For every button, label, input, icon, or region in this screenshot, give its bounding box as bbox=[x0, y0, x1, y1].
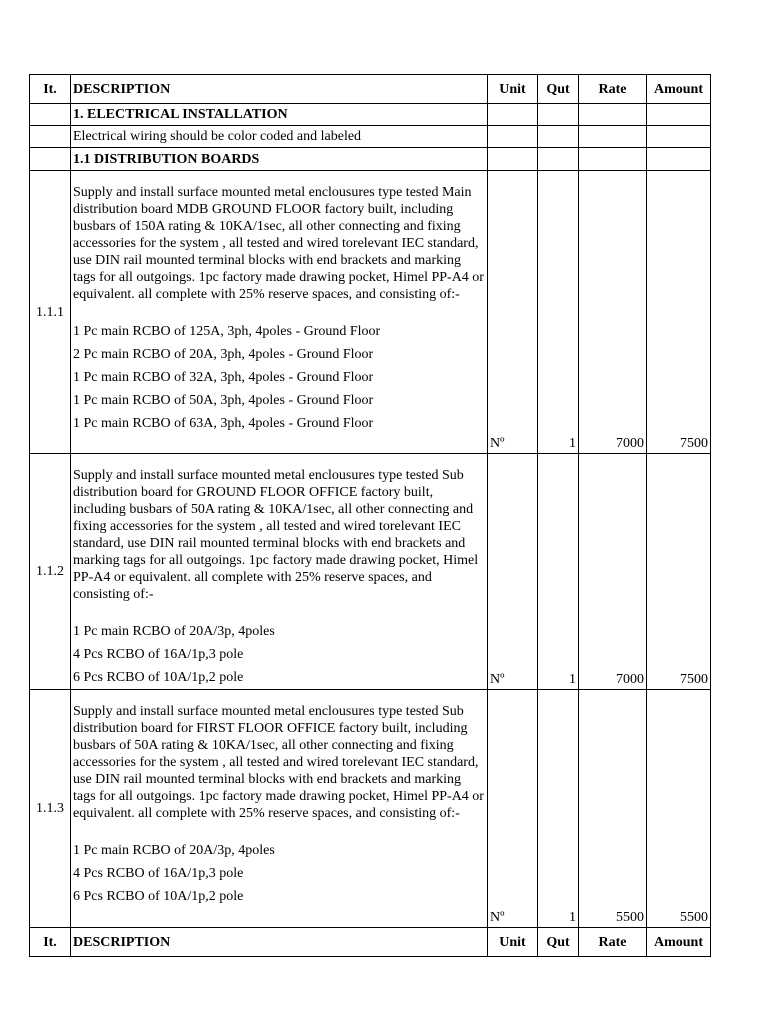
item-line: 4 Pcs RCBO of 16A/1p,3 pole bbox=[73, 866, 244, 881]
item-description: Supply and install surface mounted metal enclousures type tested Sub distribution board for GROUND FLOOR OFFICE factory built, including busbars of 50A rating & 10KA/1sec, all other connecting and fixing accessories for the system , all tested and wired torelevant IEC standard, use DIN rail mounted terminal blocks with end brackets and marking tags for all outgoings. 1pc factory made drawing pocket, Himel PP-A4 or equivalent. all complete with 25% reserve spaces, and consisting of:- bbox=[73, 468, 479, 602]
item-amount: 7500 bbox=[647, 454, 711, 690]
item-line: 4 Pcs RCBO of 16A/1p,3 pole bbox=[73, 647, 244, 662]
item-number: 1.1.1 bbox=[30, 171, 71, 454]
table-row bbox=[30, 171, 711, 454]
item-rate: 5500 bbox=[579, 690, 647, 928]
item-rate: 7000 bbox=[579, 454, 647, 690]
note-row bbox=[30, 126, 711, 148]
item-description: Supply and install surface mounted metal enclousures type tested Sub distribution board for FIRST FLOOR OFFICE factory built, including busbars of 50A rating & 10KA/1sec, all other connecting and fixing accessories for the system , all tested and wired torelevant IEC standard, use DIN rail mounted terminal blocks with end brackets and marking tags for all outgoings. 1pc factory made drawing pocket, Himel PP-A4 or equivalent. all complete with 25% reserve spaces, and consisting of:- bbox=[73, 704, 484, 821]
item-description-cell bbox=[71, 690, 488, 928]
item-number: 1.1.2 bbox=[30, 454, 71, 690]
table-row bbox=[30, 690, 711, 928]
subsection-title: 1.1 DISTRIBUTION BOARDS bbox=[71, 148, 488, 171]
header-description: DESCRIPTION bbox=[71, 75, 488, 104]
item-description-cell bbox=[71, 454, 488, 690]
item-number: 1.1.3 bbox=[30, 690, 71, 928]
header-qut: Qut bbox=[538, 928, 579, 957]
item-qut: 1 bbox=[538, 171, 579, 454]
table-row bbox=[30, 454, 711, 690]
item-line: 1 Pc main RCBO of 20A/3p, 4poles bbox=[73, 843, 275, 858]
section-title: 1. ELECTRICAL INSTALLATION bbox=[71, 104, 488, 126]
header-unit: Unit bbox=[488, 75, 538, 104]
header-amount: Amount bbox=[647, 928, 711, 957]
item-description-cell bbox=[71, 171, 488, 454]
item-qut: 1 bbox=[538, 690, 579, 928]
bill-of-quantities-table bbox=[29, 74, 711, 957]
item-line: 1 Pc main RCBO of 32A, 3ph, 4poles - Ground Floor bbox=[73, 370, 374, 385]
subsection-row bbox=[30, 148, 711, 171]
item-amount: 5500 bbox=[647, 690, 711, 928]
item-line: 1 Pc main RCBO of 50A, 3ph, 4poles - Ground Floor bbox=[73, 393, 374, 408]
header-rate: Rate bbox=[579, 75, 647, 104]
item-unit: Nº bbox=[488, 171, 538, 454]
section-note: Electrical wiring should be color coded and labeled bbox=[71, 126, 488, 148]
table-header-row bbox=[30, 75, 711, 104]
section-row bbox=[30, 104, 711, 126]
item-rate: 7000 bbox=[579, 171, 647, 454]
item-line: 1 Pc main RCBO of 63A, 3ph, 4poles - Ground Floor bbox=[73, 416, 374, 431]
item-unit: Nº bbox=[488, 690, 538, 928]
header-it: It. bbox=[30, 928, 71, 957]
item-line: 6 Pcs RCBO of 10A/1p,2 pole bbox=[73, 889, 244, 904]
item-line: 6 Pcs RCBO of 10A/1p,2 pole bbox=[73, 670, 244, 685]
item-unit: Nº bbox=[488, 454, 538, 690]
header-qut: Qut bbox=[538, 75, 579, 104]
item-line: 2 Pc main RCBO of 20A, 3ph, 4poles - Ground Floor bbox=[73, 347, 374, 362]
item-amount: 7500 bbox=[647, 171, 711, 454]
table-footer-header-row bbox=[30, 928, 711, 957]
item-line: 1 Pc main RCBO of 20A/3p, 4poles bbox=[73, 624, 275, 639]
header-amount: Amount bbox=[647, 75, 711, 104]
header-description: DESCRIPTION bbox=[71, 928, 488, 957]
item-line: 1 Pc main RCBO of 125A, 3ph, 4poles - Ground Floor bbox=[73, 324, 381, 339]
header-unit: Unit bbox=[488, 928, 538, 957]
item-qut: 1 bbox=[538, 454, 579, 690]
header-rate: Rate bbox=[579, 928, 647, 957]
header-it: It. bbox=[30, 75, 71, 104]
item-description: Supply and install surface mounted metal enclousures type tested Main distribution board MDB GROUND FLOOR factory built, including busbars of 150A rating & 10KA/1sec, all other connecting and fixing accessories for the system , all tested and wired torelevant IEC standard, use DIN rail mounted terminal blocks with end brackets and marking tags for all outgoings. 1pc factory made drawing pocket, Himel PP-A4 or equivalent. all complete with 25% reserve spaces, and consisting of:- bbox=[73, 185, 484, 302]
